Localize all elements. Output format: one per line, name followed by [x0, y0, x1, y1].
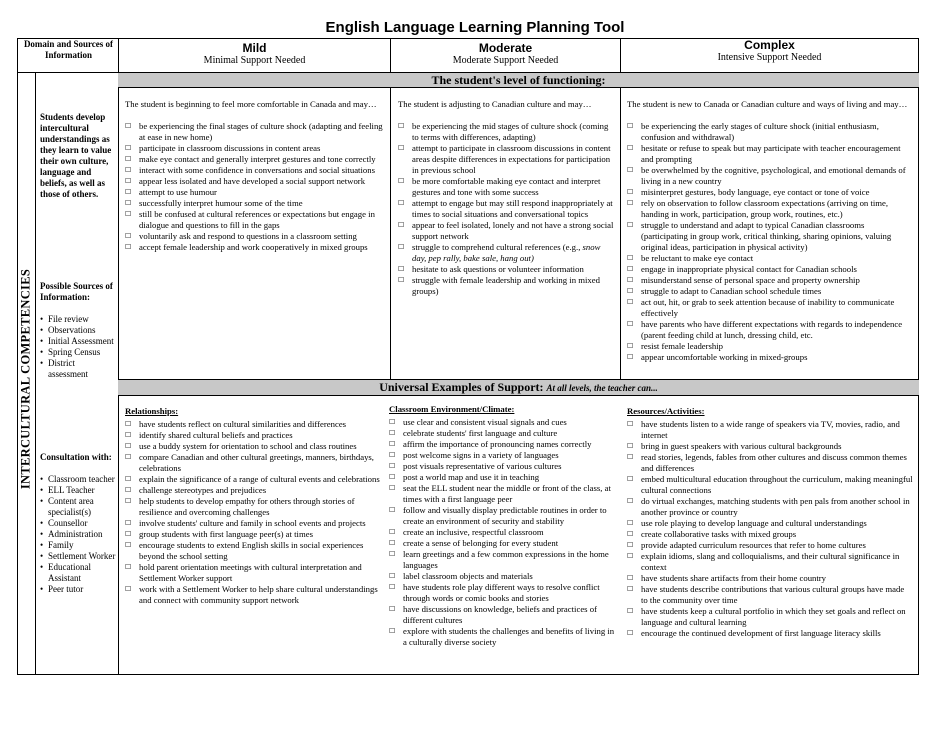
- domain-header: Domain and Sources of Information: [23, 39, 114, 60]
- list-item: ☐ rely on observation to follow classroom expectations (arriving on time, handing in work, participation, group work, routines, etc.): [627, 198, 913, 220]
- level-mild-name: Mild: [242, 41, 267, 55]
- consult-item: • Administration: [48, 529, 116, 540]
- environment-list: [389, 417, 619, 648]
- level-moderate-support: Moderate Support Needed: [452, 55, 559, 66]
- support-band-note: At all levels, the teacher can...: [546, 383, 658, 393]
- mild-list: [125, 121, 385, 253]
- support-resources: [627, 406, 913, 639]
- item-text: struggle to comprehend cultural references (e.g.,: [412, 242, 581, 252]
- list-item: ☐ group students with first language peer(s) at times: [125, 529, 383, 540]
- list-item: ☐ appear less isolated and have developed a social support network: [125, 176, 385, 187]
- divider-header: [17, 72, 118, 73]
- divider-func-mild: [390, 87, 391, 379]
- list-item: ☐ hold parent orientation meetings with cultural interpretation and Settlement Worker support: [125, 562, 383, 584]
- list-item: ☐ explain the significance of a range of cultural events and celebrations: [125, 474, 383, 485]
- list-item: ☐ create collaborative tasks with mixed groups: [627, 529, 913, 540]
- consult-item: • ELL Teacher: [48, 485, 116, 496]
- list-item: ☐ create a sense of belonging for every student: [389, 538, 619, 549]
- functioning-mild: [125, 99, 385, 253]
- source-item: • District assessment: [48, 358, 116, 380]
- divider-domain: [118, 38, 119, 675]
- list-item: ☐ have students role play different ways to resolve conflict through words or comic books and stories: [389, 582, 619, 604]
- list-item: ☐ resist female leadership: [627, 341, 913, 352]
- sources-title: Possible Sources of Information:: [40, 281, 113, 302]
- list-item: ☐ hesitate to ask questions or volunteer information: [398, 264, 614, 275]
- consultation-section: [40, 452, 116, 595]
- list-item: ☐ challenge stereotypes and prejudices: [125, 485, 383, 496]
- list-item: ☐ encourage the continued development of first language literacy skills: [627, 628, 913, 639]
- level-moderate-header: [391, 41, 620, 67]
- level-complex-support: Intensive Support Needed: [717, 52, 822, 63]
- list-item: ☐ accept female leadership and work cooperatively in mixed groups: [125, 242, 385, 253]
- divider-func-complex: [620, 87, 621, 379]
- list-item: ☐ successfully interpret humour some of the time: [125, 198, 385, 209]
- list-item: ☐ post a world map and use it in teaching: [389, 472, 619, 483]
- level-complex-name: Complex: [744, 38, 795, 52]
- consult-title: Consultation with:: [40, 452, 112, 462]
- list-item: ☐ act out, hit, or grab to seek attention because of inability to communicate effectively: [627, 297, 913, 319]
- support-environment: [389, 404, 619, 648]
- source-item: • Observations: [48, 325, 116, 336]
- support-band-label: Universal Examples of Support:: [379, 380, 544, 394]
- list-item: ☐ misunderstand sense of personal space and property ownership: [627, 275, 913, 286]
- list-item: ☐ have parents who have different expectations with regards to independence (parent feeding child at lunch, dressing child, etc.: [627, 319, 913, 341]
- resources-title: Resources/Activities:: [627, 406, 705, 416]
- list-item: ☐ explore with students the challenges and benefits of living in a culturally diverse society: [389, 626, 619, 648]
- list-item: ☐ embed multicultural education throughout the curriculum, making meaningful cultural connections: [627, 474, 913, 496]
- level-mild-support: Minimal Support Needed: [203, 55, 306, 66]
- list-item: ☐ encourage students to extend English skills in social experiences beyond the school setting: [125, 540, 383, 562]
- level-moderate-name: Moderate: [478, 41, 533, 55]
- list-item: ☐ struggle with female leadership and working in mixed groups): [398, 275, 614, 297]
- list-item: ☐ be experiencing the early stages of culture shock (initial enthusiasm, confusion and withdrawal): [627, 121, 913, 143]
- mild-intro: The student is beginning to feel more comfortable in Canada and may…: [125, 99, 377, 109]
- support-relationships: [125, 406, 383, 606]
- list-item: ☐ attempt to use humour: [125, 187, 385, 198]
- level-complex-header: [621, 38, 918, 64]
- sources-list: [40, 314, 116, 380]
- consult-item: • Educational Assistant: [48, 562, 116, 584]
- list-item: ☐ have discussions on knowledge, beliefs and practices of different cultures: [389, 604, 619, 626]
- support-band: [118, 379, 919, 396]
- list-item: ☐ create an inclusive, respectful classroom: [389, 527, 619, 538]
- functioning-band: [118, 72, 919, 88]
- list-item: ☐ have students share artifacts from their home country: [627, 573, 913, 584]
- list-item: ☐ explain idioms, slang and colloquialisms, and their cultural significance in context: [627, 551, 913, 573]
- list-item: ☐ use a buddy system for orientation to school and class routines: [125, 441, 383, 452]
- consult-list: [40, 474, 116, 595]
- resources-list: [627, 419, 913, 639]
- consult-item: • Peer tutor: [48, 584, 116, 595]
- consult-item: • Family: [48, 540, 116, 551]
- list-item: ☐ participate in classroom discussions in content areas: [125, 143, 385, 154]
- list-item: ☐ have students keep a cultural portfolio in which they set goals and reflect on language and cultural learning: [627, 606, 913, 628]
- list-item: ☐ use clear and consistent visual signals and cues: [389, 417, 619, 428]
- source-item: • Initial Assessment: [48, 336, 116, 347]
- list-item: ☐ appear uncomfortable working in mixed-groups: [627, 352, 913, 363]
- list-item: ☐ interact with some confidence in conversations and social situations: [125, 165, 385, 176]
- domain-vertical-label: INTERCULTURAL COMPETENCIES: [18, 268, 33, 490]
- list-item: ☐ work with a Settlement Worker to help share cultural understandings and connect with community support network: [125, 584, 383, 606]
- list-item: ☐ use role playing to develop language and cultural understandings: [627, 518, 913, 529]
- moderate-intro: The student is adjusting to Canadian culture and may…: [398, 99, 592, 109]
- consult-item: • Content area specialist(s): [48, 496, 116, 518]
- page-title: English Language Learning Planning Tool: [325, 19, 625, 36]
- list-item: ☐ learn greetings and a few common expressions in the home languages: [389, 549, 619, 571]
- list-item: ☐ bring in guest speakers with various cultural backgrounds: [627, 441, 913, 452]
- environment-title: Classroom Environment/Climate:: [389, 404, 515, 414]
- list-item: [398, 242, 614, 264]
- list-item: ☐ help students to develop empathy for others through stories of resilience and overcoming challenges: [125, 496, 383, 518]
- list-item: ☐ still be confused at cultural references or expectations but engage in dialogue and questions to fill in the gaps: [125, 209, 385, 231]
- list-item: ☐ engage in inappropriate physical contact for Canadian schools: [627, 264, 913, 275]
- list-item: ☐ be more comfortable making eye contact and interpret gestures and tone with some success: [398, 176, 614, 198]
- list-item: ☐ involve students' culture and family in school events and projects: [125, 518, 383, 529]
- list-item: ☐ be experiencing the mid stages of culture shock (coming to terms with differences, adapting): [398, 121, 614, 143]
- functioning-band-label: The student's level of functioning:: [431, 73, 606, 87]
- consult-item: • Classroom teacher: [48, 474, 116, 485]
- list-item: ☐ have students listen to a wide range of speakers via TV, movies, radio, and internet: [627, 419, 913, 441]
- list-item: ☐ read stories, legends, fables from other cultures and discuss common themes and differences: [627, 452, 913, 474]
- list-item: ☐ celebrate students' first language and culture: [389, 428, 619, 439]
- complex-intro: The student is new to Canada or Canadian culture and ways of living and may…: [627, 99, 908, 109]
- list-item: ☐ post visuals representative of various cultures: [389, 461, 619, 472]
- list-item: ☐ struggle to understand and adapt to typical Canadian classrooms (participating in group work, critical thinking, sharing opinions, valuing original ideas, participation in physical activity): [627, 220, 913, 253]
- list-item: ☐ post welcome signs in a variety of languages: [389, 450, 619, 461]
- list-item: ☐ voluntarily ask and respond to questions in a classroom setting: [125, 231, 385, 242]
- item-example: snow day, pep rally, bake sale, hang out): [412, 242, 601, 263]
- list-item: ☐ label classroom objects and materials: [389, 571, 619, 582]
- list-item: ☐ identify shared cultural beliefs and practices: [125, 430, 383, 441]
- list-item: ☐ seat the ELL student near the middle or front of the class, at times with a first language peer: [389, 483, 619, 505]
- list-item: ☐ follow and visually display predictable routines in order to create an environment of security and stability: [389, 505, 619, 527]
- source-item: • File review: [48, 314, 116, 325]
- list-item: ☐ have students reflect on cultural similarities and differences: [125, 419, 383, 430]
- relationships-title: Relationships:: [125, 406, 179, 416]
- consult-item: • Counsellor: [48, 518, 116, 529]
- list-item: ☐ be overwhelmed by the cognitive, psychological, and emotional demands of living in a new country: [627, 165, 913, 187]
- source-item: • Spring Census: [48, 347, 116, 358]
- functioning-complex: [627, 99, 913, 363]
- moderate-list: [398, 121, 614, 297]
- complex-list: [627, 121, 913, 363]
- level-mild-header: [119, 41, 390, 67]
- list-item: ☐ make eye contact and generally interpret gestures and tone correctly: [125, 154, 385, 165]
- list-item: ☐ provide adapted curriculum resources that refer to home cultures: [627, 540, 913, 551]
- list-item: ☐ appear to feel isolated, lonely and not have a strong social support network: [398, 220, 614, 242]
- list-item: ☐ hesitate or refuse to speak but may participate with teacher encouragement and prompting: [627, 143, 913, 165]
- divider-vertical-label: [35, 72, 36, 675]
- list-item: ☐ be reluctant to make eye contact: [627, 253, 913, 264]
- consult-item: • Settlement Worker: [48, 551, 116, 562]
- list-item: ☐ affirm the importance of pronouncing names correctly: [389, 439, 619, 450]
- list-item: ☐ misinterpret gestures, body language, eye contact or tone of voice: [627, 187, 913, 198]
- sources-section: [40, 281, 116, 380]
- list-item: ☐ be experiencing the final stages of culture shock (adapting and feeling at ease in new home): [125, 121, 385, 143]
- list-item: ☐ do virtual exchanges, matching students with pen pals from another school in another province or country: [627, 496, 913, 518]
- list-item: ☐ struggle to adapt to Canadian school schedule times: [627, 286, 913, 297]
- functioning-moderate: [398, 99, 614, 297]
- domain-goal-text: Students develop intercultural understandings as they learn to value their own culture, language and beliefs, as well as those of others.: [40, 112, 112, 199]
- domain-goal: [40, 112, 116, 200]
- list-item: ☐ attempt to engage but may still respond inappropriately at times to social situations and conversational topics: [398, 198, 614, 220]
- list-item: ☐ compare Canadian and other cultural greetings, manners, birthdays, celebrations: [125, 452, 383, 474]
- list-item: ☐ attempt to participate in classroom discussions in content areas despite differences in expectations for participation in previous school: [398, 143, 614, 176]
- list-item: ☐ have students describe contributions that various cultural groups have made to the community over time: [627, 584, 913, 606]
- relationships-list: [125, 419, 383, 606]
